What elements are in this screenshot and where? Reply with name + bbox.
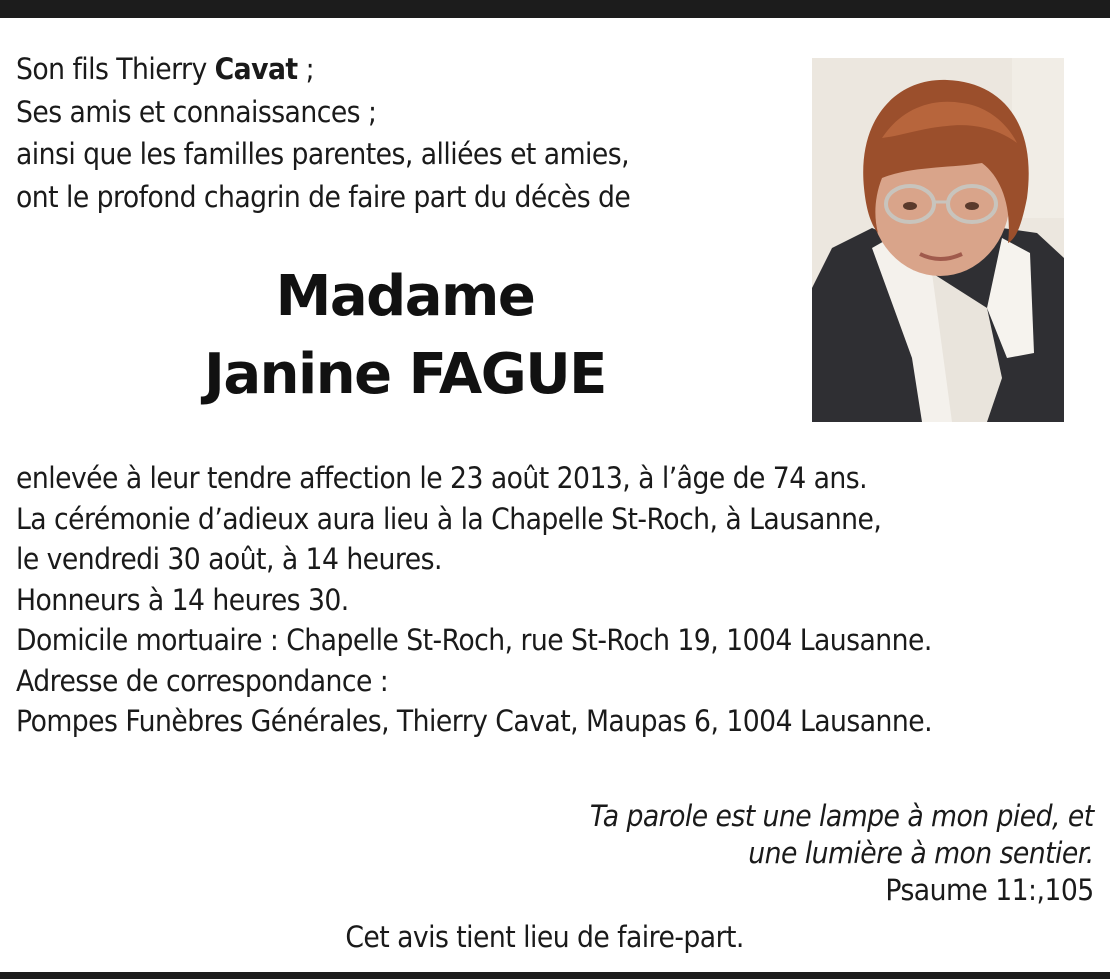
portrait-photo: [812, 58, 1064, 422]
body-line-7: Pompes Funèbres Générales, Thierry Cavat, Maupas 6, 1004 Lausanne.: [16, 704, 933, 738]
bottom-rule: [0, 972, 1110, 979]
intro-line-4: ont le profond chagrin de faire part du décès de: [16, 179, 631, 214]
deceased-name: Janine FAGUE: [204, 342, 606, 407]
intro-line-3: ainsi que les familles parentes, alliées et amies,: [16, 137, 630, 171]
deceased-title: Madame: [275, 264, 535, 329]
body-line-6: Adresse de correspondance :: [16, 663, 389, 698]
body-line-5: Domicile mortuaire : Chapelle St-Roch, rue St-Roch 19, 1004 Lausanne.: [16, 623, 932, 657]
verse-line-1: Ta parole est une lampe à mon pied, et: [590, 799, 1094, 833]
body-line-3: le vendredi 30 août, à 14 heures.: [16, 542, 442, 576]
verse-reference: Psaume 11:,105: [885, 873, 1094, 907]
bible-verse: [394, 798, 1094, 909]
body-line-1: enlevée à leur tendre affection le 23 août 2013, à l’âge de 74 ans.: [16, 461, 868, 495]
announcement-body: [16, 458, 1046, 742]
intro-line-1: Son fils Thierry Cavat ;: [16, 52, 315, 86]
closing-note: Cet avis tient lieu de faire-part.: [345, 920, 745, 954]
intro-line-2: Ses amis et connaissances ;: [16, 94, 377, 129]
body-line-2: La cérémonie d’adieux aura lieu à la Chapelle St-Roch, à Lausanne,: [16, 501, 882, 536]
body-line-4: Honneurs à 14 heures 30.: [16, 582, 349, 617]
verse-line-2: une lumière à mon sentier.: [748, 836, 1094, 870]
top-rule: [0, 0, 1110, 18]
family-name-bold: Cavat: [214, 52, 298, 86]
deceased-name-block: [100, 258, 710, 414]
intro-text: [16, 48, 734, 218]
